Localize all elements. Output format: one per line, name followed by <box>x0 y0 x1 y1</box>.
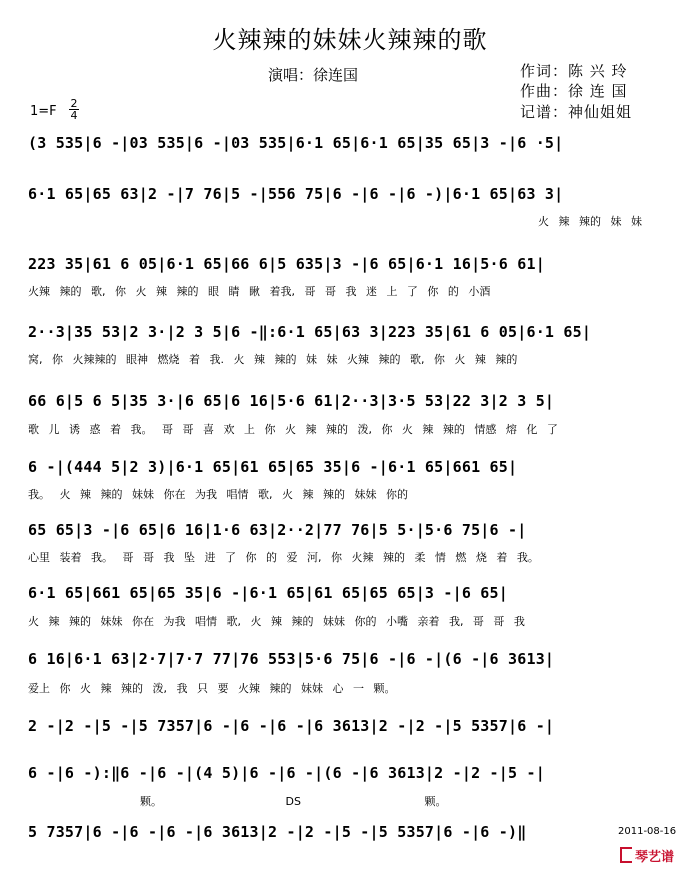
notation-line: 2··3|35 53|2 3·|2 3 5|6 -‖:6·1 65|63 3|223 35|61 6 05|6·1 65| <box>28 323 592 341</box>
lyrics-line: 心里 装着 我。 哥 哥 我 坠 进 了 你 的 爱 河, 你 火辣 辣的 柔 情 燃 烧 着 我。 <box>28 551 539 564</box>
lyrics-line: 火 辣 辣的 妹妹 你在 为我 唱情 歌, 火 辣 辣的 妹妹 你的 小嘴 亲着 我, 哥 哥 我 <box>28 615 525 628</box>
notation-line: 5 7357|6 -|6 -|6 -|6 3613|2 -|2 -|5 -|5 5357|6 -|6 -)‖ <box>28 823 527 841</box>
time-denominator: 4 <box>70 109 78 122</box>
date-stamp: 2011-08-16 <box>618 826 677 837</box>
lyrics-line: 窝, 你 火辣辣的 眼神 燃烧 着 我. 火 辣 辣的 妹 妹 火辣 辣的 歌, 你 火 辣 辣的 <box>28 353 518 366</box>
notation-line: 65 65|3 -|6 65|6 16|1·6 63|2··2|77 76|5 5·|5·6 75|6 -| <box>28 521 527 539</box>
notation-line: 6 16|6·1 63|2·7|7·7 77|76 553|5·6 75|6 -|6 -|(6 -|6 3613| <box>28 650 555 668</box>
notation-line: 6·1 65|65 63|2 -|7 76|5 -|556 75|6 -|6 -|6 -)|6·1 65|63 3| <box>28 185 564 203</box>
notation-line: 6 -|(444 5|2 3)|6·1 65|61 65|65 35|6 -|6·1 65|661 65| <box>28 458 518 476</box>
logo-mark-icon <box>620 847 632 863</box>
logo-text: 琴艺谱 <box>635 850 675 865</box>
notation-line: 66 6|5 6 5|35 3·|6 65|6 16|5·6 61|2··3|3·5 53|22 3|2 3 5| <box>28 392 555 410</box>
lyricist-credit: 作词：陈 兴 玲 <box>520 62 628 80</box>
composer-credit: 作曲：徐 连 国 <box>520 82 628 100</box>
lyrics-line: 我。 火 辣 辣的 妹妹 你在 为我 唱情 歌, 火 辣 辣的 妹妹 你的 <box>28 488 408 501</box>
site-logo <box>620 846 674 865</box>
transcriber-credit: 记谱：神仙姐姐 <box>520 103 633 121</box>
lyrics-line: 火 辣 辣的 妹 妹 <box>538 215 642 228</box>
notation-line: 6·1 65|661 65|65 35|6 -|6·1 65|61 65|65 65|3 -|6 65| <box>28 584 508 602</box>
notation-line: 223 35|61 6 05|6·1 65|66 6|5 635|3 -|6 65|6·1 16|5·6 61| <box>28 255 545 273</box>
notation-line: (3 535|6 -|03 535|6 -|03 535|6·1 65|6·1 65|35 65|3 -|6 ·5| <box>28 134 564 152</box>
lyrics-line: 颗。 DS 颗。 <box>140 795 447 808</box>
key-signature: 1=F <box>30 104 57 119</box>
notation-line: 6 -|6 -):‖6 -|6 -|(4 5)|6 -|6 -|(6 -|6 3613|2 -|2 -|5 -| <box>28 764 545 782</box>
page-title: 火辣辣的妹妹火辣辣的歌 <box>212 26 488 54</box>
lyrics-line: 爱上 你 火 辣 辣的 泼, 我 只 要 火辣 辣的 妹妹 心 一 颗。 <box>28 682 396 695</box>
time-numerator: 2 <box>70 97 78 110</box>
lyrics-line: 火辣 辣的 歌, 你 火 辣 辣的 眼 睛 瞅 着我, 哥 哥 我 迷 上 了 你 的 小酒 <box>28 285 491 298</box>
lyrics-line: 歌 儿 诱 惑 着 我。 哥 哥 喜 欢 上 你 火 辣 辣的 泼, 你 火 辣 辣的 情感 熔 化 了 <box>28 423 558 436</box>
notation-line: 2 -|2 -|5 -|5 7357|6 -|6 -|6 -|6 3613|2 -|2 -|5 5357|6 -| <box>28 717 555 735</box>
time-signature <box>69 98 79 121</box>
singer-credit: 演唱：徐连国 <box>268 66 359 84</box>
